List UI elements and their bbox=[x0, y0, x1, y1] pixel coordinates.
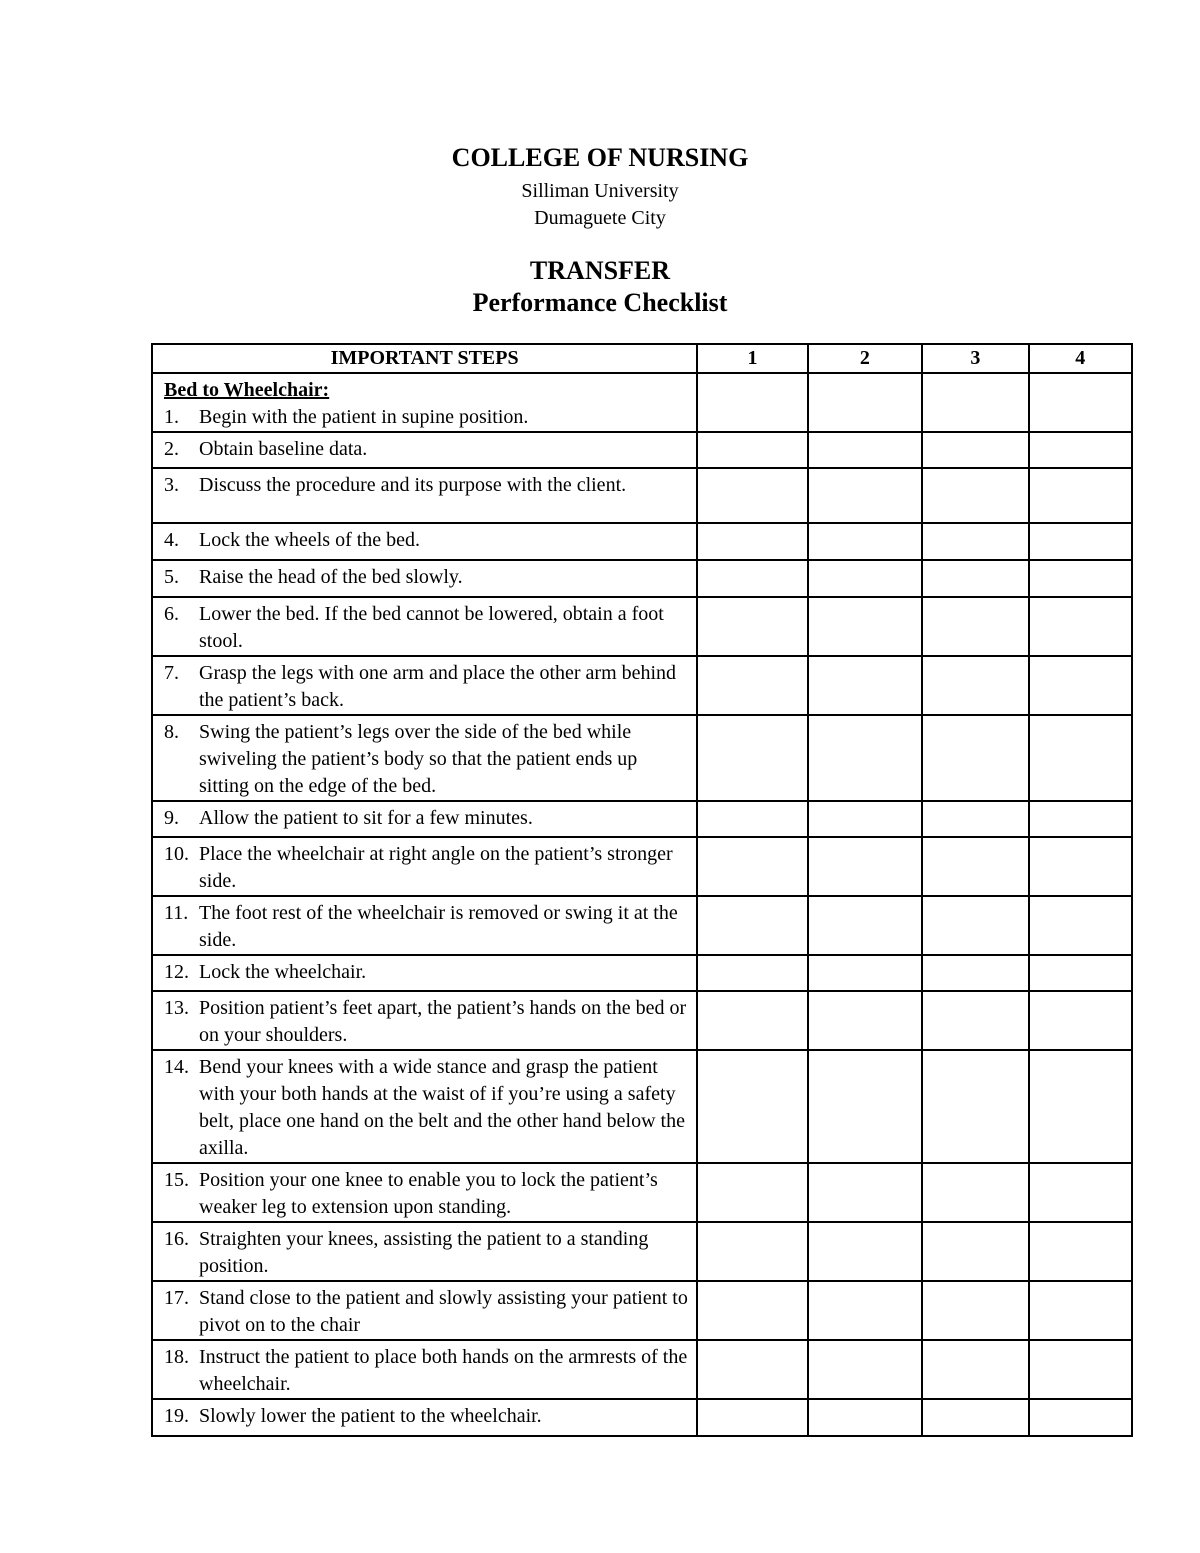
performance-checklist-table bbox=[151, 343, 1133, 1437]
table-row bbox=[152, 1163, 1132, 1222]
step-number: 14. bbox=[164, 1056, 189, 1078]
table-row bbox=[152, 837, 1132, 896]
step-cell bbox=[152, 468, 697, 523]
rating-cell-1[interactable] bbox=[697, 896, 807, 955]
university-name: Silliman University bbox=[521, 180, 679, 202]
table-row bbox=[152, 373, 1132, 432]
rating-cell-4[interactable] bbox=[1029, 597, 1132, 656]
step-item bbox=[164, 1167, 690, 1221]
step-number: 1. bbox=[164, 406, 179, 428]
rating-cell-1[interactable] bbox=[697, 432, 807, 468]
step-number: 19. bbox=[164, 1405, 189, 1427]
rating-cell-3[interactable] bbox=[922, 955, 1028, 991]
rating-cell-3[interactable] bbox=[922, 597, 1028, 656]
table-row bbox=[152, 1050, 1132, 1163]
step-text: The foot rest of the wheelchair is removed or swing it at the side. bbox=[199, 902, 678, 951]
rating-cell-3[interactable] bbox=[922, 896, 1028, 955]
step-text: Lock the wheels of the bed. bbox=[199, 529, 421, 551]
step-cell bbox=[152, 523, 697, 560]
rating-cell-2[interactable] bbox=[808, 656, 922, 715]
rating-cell-1[interactable] bbox=[697, 991, 807, 1050]
rating-cell-2[interactable] bbox=[808, 1281, 922, 1340]
rating-cell-4[interactable] bbox=[1029, 1281, 1132, 1340]
table-row bbox=[152, 991, 1132, 1050]
step-cell bbox=[152, 896, 697, 955]
step-item bbox=[164, 436, 690, 463]
rating-cell-4[interactable] bbox=[1029, 560, 1132, 597]
step-text: Grasp the legs with one arm and place the other arm behind the patient’s back. bbox=[199, 662, 677, 711]
rating-cell-3[interactable] bbox=[922, 656, 1028, 715]
step-cell bbox=[152, 1340, 697, 1399]
table-row bbox=[152, 955, 1132, 991]
rating-cell-1[interactable] bbox=[697, 468, 807, 523]
step-cell bbox=[152, 1163, 697, 1222]
rating-cell-2[interactable] bbox=[808, 801, 922, 837]
step-cell bbox=[152, 560, 697, 597]
rating-cell-2[interactable] bbox=[808, 955, 922, 991]
step-text: Position patient’s feet apart, the patient’s hands on the bed or on your shoulders. bbox=[199, 997, 687, 1046]
step-cell bbox=[152, 1050, 697, 1163]
rating-cell-2[interactable] bbox=[808, 1222, 922, 1281]
table-row bbox=[152, 801, 1132, 837]
step-item bbox=[164, 660, 690, 714]
college-name: COLLEGE OF NURSING bbox=[451, 143, 749, 172]
rating-cell-2[interactable] bbox=[808, 896, 922, 955]
rating-cell-2[interactable] bbox=[808, 1163, 922, 1222]
rating-cell-1[interactable] bbox=[697, 955, 807, 991]
table-row bbox=[152, 656, 1132, 715]
table-row bbox=[152, 560, 1132, 597]
rating-cell-2[interactable] bbox=[808, 1340, 922, 1399]
rating-cell-3[interactable] bbox=[922, 801, 1028, 837]
rating-cell-3[interactable] bbox=[922, 1163, 1028, 1222]
header-rating-4: 4 bbox=[1029, 344, 1132, 373]
step-text: Place the wheelchair at right angle on the patient’s stronger side. bbox=[199, 843, 673, 892]
header-rating-3: 3 bbox=[922, 344, 1028, 373]
rating-cell-4[interactable] bbox=[1029, 468, 1132, 523]
step-text: Lower the bed. If the bed cannot be lowered, obtain a foot stool. bbox=[199, 603, 664, 652]
rating-cell-4[interactable] bbox=[1029, 896, 1132, 955]
rating-cell-4[interactable] bbox=[1029, 801, 1132, 837]
rating-cell-1[interactable] bbox=[697, 1281, 807, 1340]
table-row bbox=[152, 1340, 1132, 1399]
step-cell bbox=[152, 991, 697, 1050]
rating-cell-1[interactable] bbox=[697, 801, 807, 837]
rating-cell-4[interactable] bbox=[1029, 991, 1132, 1050]
step-cell bbox=[152, 1399, 697, 1436]
step-text: Discuss the procedure and its purpose with the client. bbox=[199, 474, 627, 496]
rating-cell-2[interactable] bbox=[808, 468, 922, 523]
table-row bbox=[152, 896, 1132, 955]
rating-cell-1[interactable] bbox=[697, 656, 807, 715]
rating-cell-4[interactable] bbox=[1029, 1340, 1132, 1399]
step-item bbox=[164, 1054, 690, 1162]
step-cell bbox=[152, 656, 697, 715]
step-text: Stand close to the patient and slowly assisting your patient to pivot on to the chair bbox=[199, 1287, 688, 1336]
rating-cell-2[interactable] bbox=[808, 373, 922, 432]
rating-cell-3[interactable] bbox=[922, 991, 1028, 1050]
header-rating-2: 2 bbox=[808, 344, 922, 373]
table-row bbox=[152, 432, 1132, 468]
rating-cell-4[interactable] bbox=[1029, 373, 1132, 432]
document-title: TRANSFER bbox=[529, 256, 671, 285]
step-cell bbox=[152, 837, 697, 896]
rating-cell-4[interactable] bbox=[1029, 1050, 1132, 1163]
step-text: Raise the head of the bed slowly. bbox=[199, 566, 463, 588]
step-item bbox=[164, 404, 690, 431]
step-text: Lock the wheelchair. bbox=[199, 961, 367, 983]
rating-cell-2[interactable] bbox=[808, 837, 922, 896]
rating-cell-3[interactable] bbox=[922, 1399, 1028, 1436]
step-text: Obtain baseline data. bbox=[199, 438, 368, 460]
rating-cell-1[interactable] bbox=[697, 560, 807, 597]
step-cell bbox=[152, 801, 697, 837]
rating-cell-3[interactable] bbox=[922, 373, 1028, 432]
step-cell bbox=[152, 432, 697, 468]
rating-cell-1[interactable] bbox=[697, 715, 807, 801]
rating-cell-1[interactable] bbox=[697, 1340, 807, 1399]
table-row bbox=[152, 523, 1132, 560]
rating-cell-4[interactable] bbox=[1029, 955, 1132, 991]
rating-cell-3[interactable] bbox=[922, 523, 1028, 560]
step-number: 13. bbox=[164, 997, 189, 1019]
step-item bbox=[164, 900, 690, 954]
rating-cell-4[interactable] bbox=[1029, 715, 1132, 801]
rating-cell-2[interactable] bbox=[808, 991, 922, 1050]
step-item bbox=[164, 841, 690, 895]
step-number: 18. bbox=[164, 1346, 189, 1368]
rating-cell-4[interactable] bbox=[1029, 1163, 1132, 1222]
document-subtitle: Performance Checklist bbox=[472, 288, 728, 317]
rating-cell-4[interactable] bbox=[1029, 432, 1132, 468]
step-item bbox=[164, 564, 690, 591]
step-item bbox=[164, 601, 690, 655]
rating-cell-3[interactable] bbox=[922, 560, 1028, 597]
rating-cell-4[interactable] bbox=[1029, 1399, 1132, 1436]
step-cell bbox=[152, 955, 697, 991]
step-item bbox=[164, 1285, 690, 1339]
rating-cell-2[interactable] bbox=[808, 523, 922, 560]
step-item bbox=[164, 1403, 690, 1430]
rating-cell-2[interactable] bbox=[808, 715, 922, 801]
rating-cell-3[interactable] bbox=[922, 1281, 1028, 1340]
rating-cell-1[interactable] bbox=[697, 1222, 807, 1281]
rating-cell-2[interactable] bbox=[808, 560, 922, 597]
step-number: 4. bbox=[164, 529, 179, 551]
step-item bbox=[164, 959, 690, 986]
table-row bbox=[152, 1281, 1132, 1340]
rating-cell-4[interactable] bbox=[1029, 656, 1132, 715]
rating-cell-2[interactable] bbox=[808, 432, 922, 468]
step-cell bbox=[152, 715, 697, 801]
table-row bbox=[152, 715, 1132, 801]
step-item bbox=[164, 1344, 690, 1398]
step-cell bbox=[152, 1281, 697, 1340]
step-number: 10. bbox=[164, 843, 189, 865]
table-header-row bbox=[152, 344, 1132, 373]
rating-cell-3[interactable] bbox=[922, 1340, 1028, 1399]
step-item bbox=[164, 995, 690, 1049]
step-number: 15. bbox=[164, 1169, 189, 1191]
rating-cell-2[interactable] bbox=[808, 1050, 922, 1163]
rating-cell-4[interactable] bbox=[1029, 523, 1132, 560]
step-number: 3. bbox=[164, 474, 179, 496]
step-cell bbox=[152, 597, 697, 656]
step-item bbox=[164, 719, 690, 800]
step-number: 11. bbox=[164, 902, 189, 924]
step-number: 6. bbox=[164, 603, 179, 625]
rating-cell-1[interactable] bbox=[697, 597, 807, 656]
city-name: Dumaguete City bbox=[534, 207, 666, 229]
step-item bbox=[164, 527, 690, 554]
rating-cell-3[interactable] bbox=[922, 1222, 1028, 1281]
rating-cell-1[interactable] bbox=[697, 1163, 807, 1222]
rating-cell-3[interactable] bbox=[922, 837, 1028, 896]
table-row bbox=[152, 1222, 1132, 1281]
step-text: Swing the patient’s legs over the side of the bed while swiveling the patient’s body so that the patient ends up sitting on the edge of the bed. bbox=[199, 721, 638, 797]
rating-cell-3[interactable] bbox=[922, 432, 1028, 468]
rating-cell-4[interactable] bbox=[1029, 1222, 1132, 1281]
step-text: Bend your knees with a wide stance and grasp the patient with your both hands at the waist of if you’re using a safety belt, place one hand on the belt and the other hand below the axilla. bbox=[199, 1056, 685, 1159]
rating-cell-1[interactable] bbox=[697, 1050, 807, 1163]
rating-cell-4[interactable] bbox=[1029, 837, 1132, 896]
step-number: 16. bbox=[164, 1228, 189, 1250]
step-text: Allow the patient to sit for a few minutes. bbox=[199, 807, 533, 829]
step-cell bbox=[152, 373, 697, 432]
table-row bbox=[152, 1399, 1132, 1436]
step-number: 17. bbox=[164, 1287, 189, 1309]
step-text: Slowly lower the patient to the wheelchair. bbox=[199, 1405, 542, 1427]
rating-cell-1[interactable] bbox=[697, 837, 807, 896]
rating-cell-3[interactable] bbox=[922, 468, 1028, 523]
rating-cell-2[interactable] bbox=[808, 597, 922, 656]
step-item bbox=[164, 805, 690, 832]
rating-cell-2[interactable] bbox=[808, 1399, 922, 1436]
step-item bbox=[164, 1226, 690, 1280]
rating-cell-1[interactable] bbox=[697, 523, 807, 560]
step-text: Instruct the patient to place both hands on the armrests of the wheelchair. bbox=[199, 1346, 688, 1395]
step-cell bbox=[152, 1222, 697, 1281]
header-rating-1: 1 bbox=[697, 344, 807, 373]
step-number: 12. bbox=[164, 961, 189, 983]
rating-cell-1[interactable] bbox=[697, 373, 807, 432]
section-heading: Bed to Wheelchair: bbox=[164, 379, 330, 401]
step-number: 8. bbox=[164, 721, 179, 743]
step-item bbox=[164, 472, 690, 499]
header-important-steps: IMPORTANT STEPS bbox=[152, 344, 697, 373]
rating-cell-3[interactable] bbox=[922, 1050, 1028, 1163]
step-number: 9. bbox=[164, 807, 179, 829]
table-row bbox=[152, 468, 1132, 523]
rating-cell-1[interactable] bbox=[697, 1399, 807, 1436]
step-number: 5. bbox=[164, 566, 179, 588]
step-text: Begin with the patient in supine position. bbox=[199, 406, 529, 428]
rating-cell-3[interactable] bbox=[922, 715, 1028, 801]
step-text: Straighten your knees, assisting the patient to a standing position. bbox=[199, 1228, 649, 1277]
table-row bbox=[152, 597, 1132, 656]
step-text: Position your one knee to enable you to lock the patient’s weaker leg to extension upon standing. bbox=[199, 1169, 658, 1218]
step-number: 7. bbox=[164, 662, 179, 684]
step-number: 2. bbox=[164, 438, 179, 460]
